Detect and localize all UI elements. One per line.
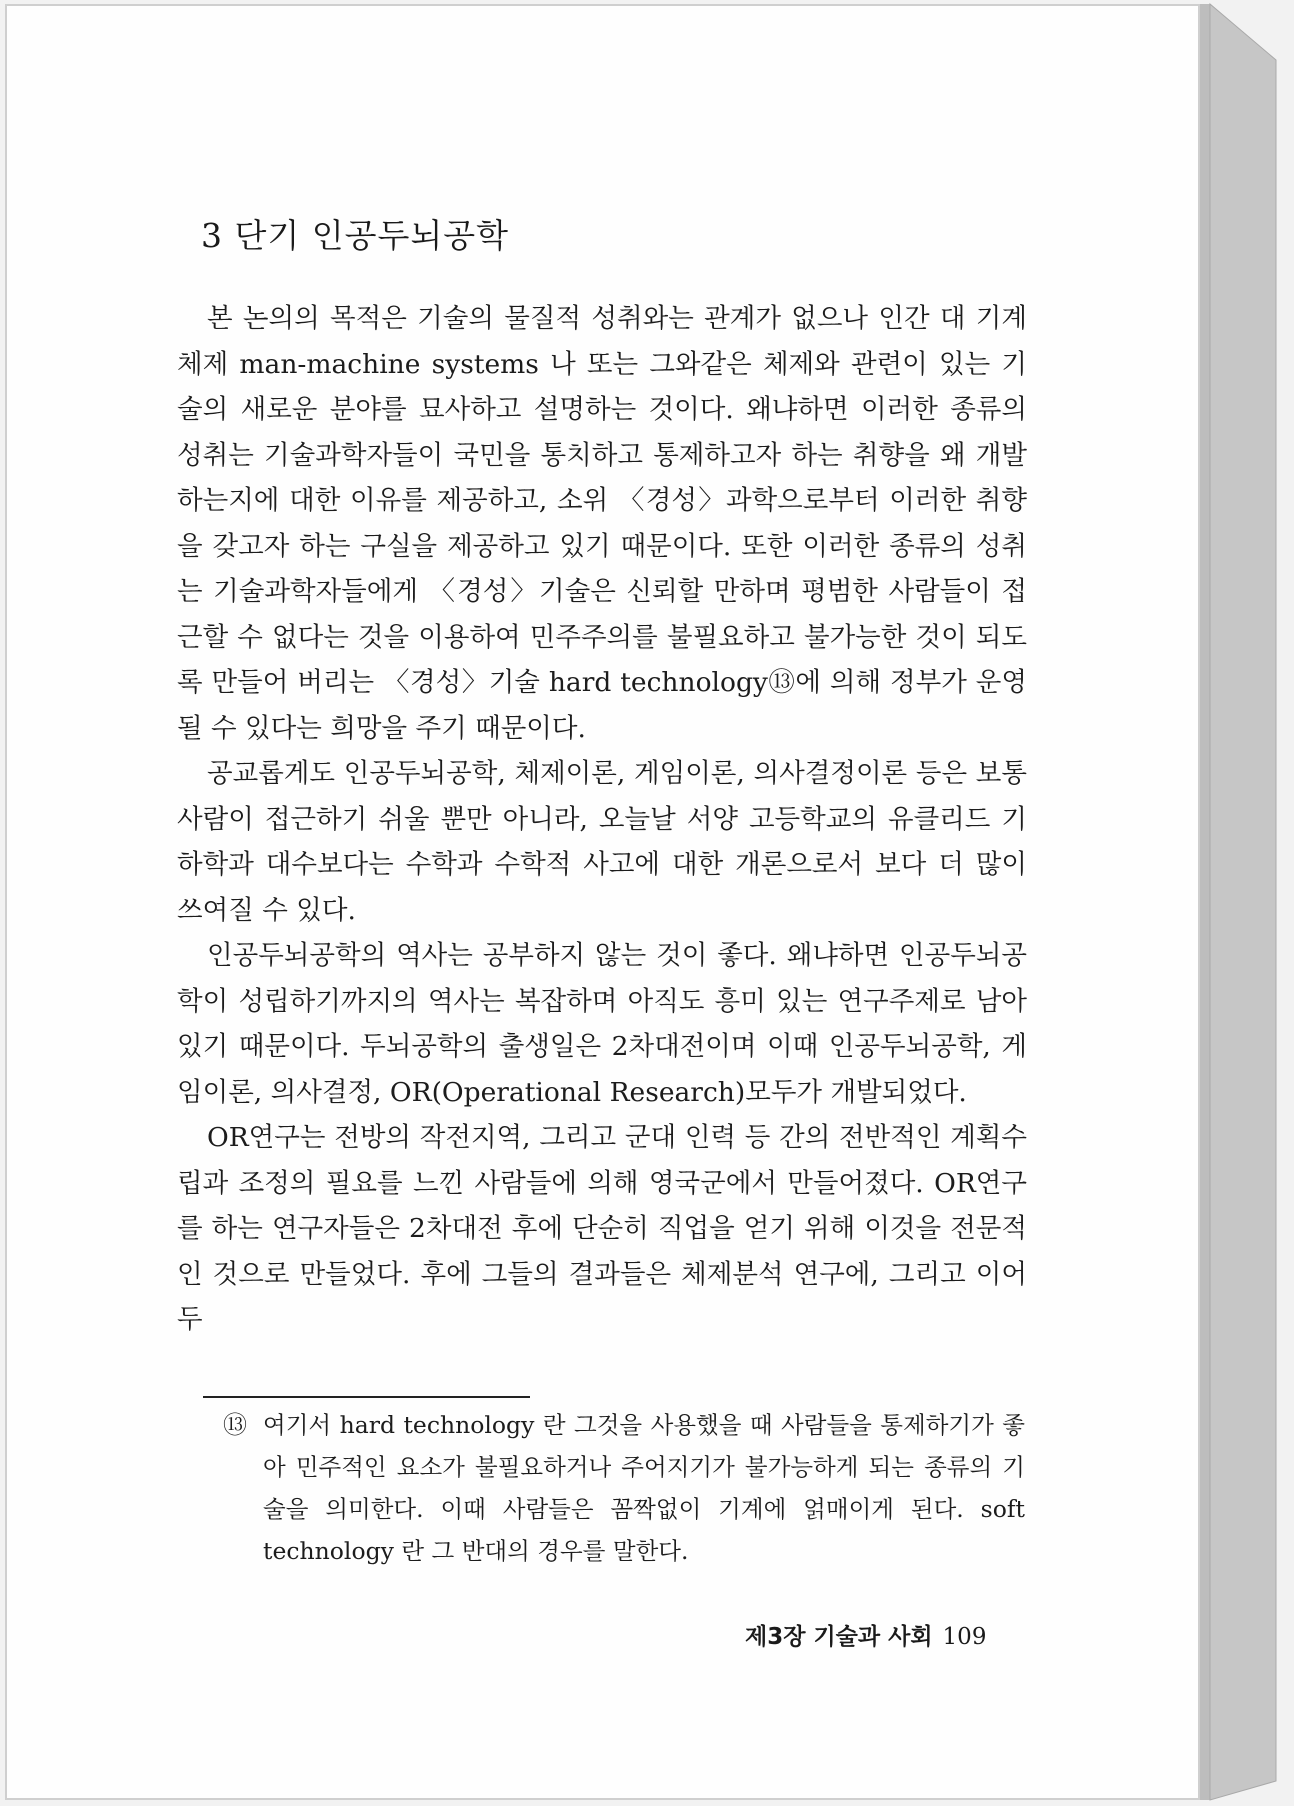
- section-title: 3 단기 인공두뇌공학: [201, 216, 509, 255]
- book-page: [5, 4, 1200, 1800]
- paragraph-3: 인공두뇌공학의 역사는 공부하지 않는 것이 좋다. 왜냐하면 인공두뇌공학이 성립하기까지의 역사는 복잡하며 아직도 흥미 있는 연구주제로 남아 있기 때문이다. 두뇌공학의 출생일은 2차대전이며 이때 인공두뇌공학, 게임이론, 의사결정, OR(Operational Research)모두가 개발되었다.: [177, 940, 1027, 1108]
- body-text: [177, 296, 1027, 1343]
- chapter-title: 제3장 기술과 사회: [745, 1624, 933, 1650]
- paragraph-4: OR연구는 전방의 작전지역, 그리고 군대 인력 등 간의 전반적인 계획수립과 조정의 필요를 느낀 사람들에 의해 영국군에서 만들어졌다. OR연구를 하는 연구자들은 2차대전 후에 단순히 직업을 얻기 위해 이것을 전문적인 것으로 만들었다. 후에 그들의 결과들은 체제분석 연구에, 그리고 이어 두: [177, 1122, 1027, 1335]
- footnote-text: 여기서 hard technology 란 그것을 사용했을 때 사람들을 통제하기가 좋아 민주적인 요소가 불필요하거나 주어지기가 불가능하게 되는 종류의 기술을 의미한다. 이때 사람들은 꼼짝없이 기계에 얽매이게 된다. soft technology 란 그 반대의 경우를 말한다.: [263, 1411, 1025, 1565]
- paragraph-2: 공교롭게도 인공두뇌공학, 체제이론, 게임이론, 의사결정이론 등은 보통사람이 접근하기 쉬울 뿐만 아니라, 오늘날 서양 고등학교의 유클리드 기하학과 대수보다는 수학과 수학적 사고에 대한 개론으로서 보다 더 많이 쓰여질 수 있다.: [177, 758, 1027, 926]
- paragraph-1: 본 논의의 목적은 기술의 물질적 성취와는 관계가 없으나 인간 대 기계체제 man-machine systems 나 또는 그와같은 체제와 관련이 있는 기술의 새로운 분야를 묘사하고 설명하는 것이다. 왜냐하면 이러한 종류의 성취는 기술과학자들이 국민을 통치하고 통제하고자 하는 취향을 왜 개발하는지에 대한 이유를 제공하고, 소위 〈경성〉과학으로부터 이러한 취향을 갖고자 하는 구실을 제공하고 있기 때문이다. 또한 이러한 종류의 성취는 기술과학자들에게 〈경성〉기술은 신뢰할 만하며 평범한 사람들이 접근할 수 없다는 것을 이용하여 민주주의를 불필요하고 불가능한 것이 되도록 만들어 버리는 〈경성〉기술 hard technology⑬에 의해 정부가 운영될 수 있다는 희망을 주기 때문이다.: [177, 303, 1027, 744]
- footnote-marker: ⑬: [223, 1411, 247, 1439]
- footnote: [225, 1404, 1025, 1572]
- page-number: 109: [942, 1624, 987, 1650]
- footnote-divider: [203, 1396, 530, 1398]
- running-footer: [745, 1618, 986, 1651]
